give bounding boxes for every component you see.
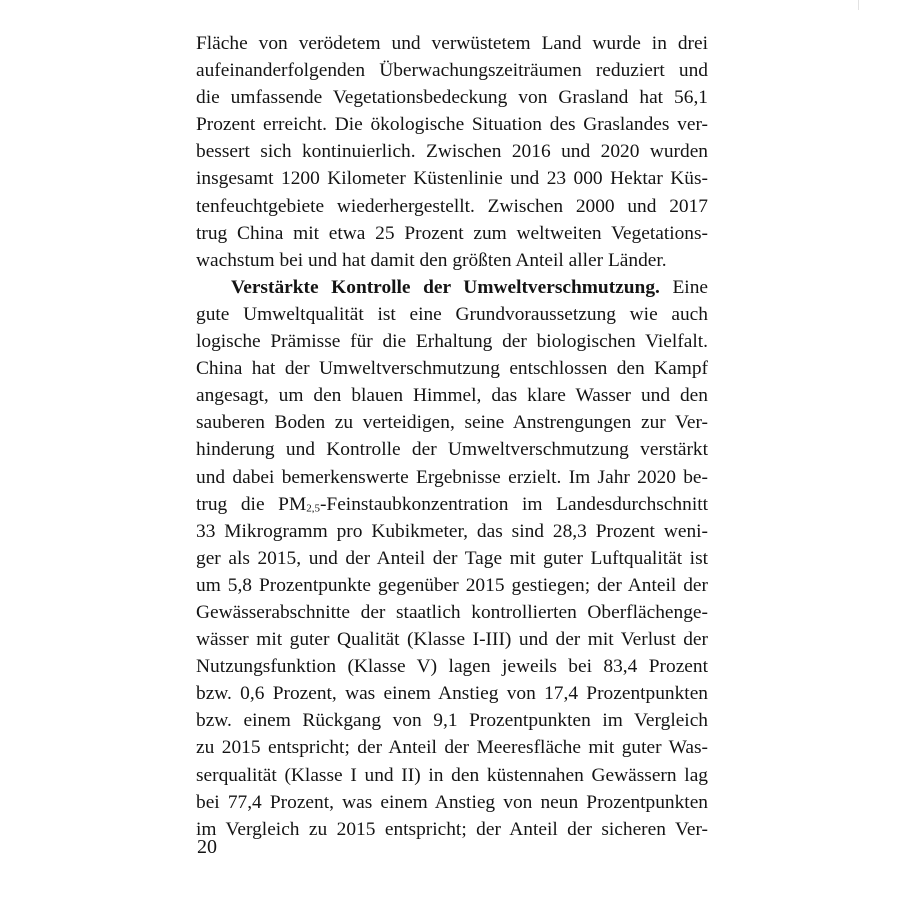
text-line: gute Umweltqualität ist eine Grundvoraussetzung wie auch	[196, 303, 708, 325]
text-line: angesagt, um den blauen Himmel, das klare Wasser und den	[196, 385, 708, 407]
text-line: bzw. 0,6 Prozent, was einem Anstieg von 17,4 Prozentpunkten	[196, 683, 708, 705]
text-line: China hat der Umweltverschmutzung entschlossen den Kampf	[196, 358, 708, 380]
page-number: 20	[197, 836, 217, 858]
text-line: 33 Mikrogramm pro Kubikmeter, das sind 28,3 Prozent weni-	[196, 520, 708, 542]
pm-line-before: trug die PM	[196, 493, 307, 515]
pm-subscript: 2,5	[306, 502, 320, 515]
text-line: logische Prämisse für die Erhaltung der biologischen Vielfalt.	[196, 331, 708, 353]
text-line: ger als 2015, und der Anteil der Tage mit guter Luftqualität ist	[196, 547, 708, 569]
page-edge-mark	[858, 0, 859, 10]
text-line: um 5,8 Prozentpunkte gegenüber 2015 gestiegen; der Anteil der	[196, 574, 708, 596]
text-line: und dabei bemerkenswerte Ergebnisse erzielt. Im Jahr 2020 be-	[196, 466, 708, 488]
pm-line-after: -Feinstaubkonzentration im Landesdurchschnitt	[319, 493, 708, 515]
text-line: Nutzungsfunktion (Klasse V) lagen jeweils bei 83,4 Prozent	[196, 656, 708, 678]
text-line: Fläche von verödetem und verwüstetem Land wurde in drei	[196, 33, 708, 54]
text-line: wachstum bei und hat damit den größten Anteil aller Länder.	[196, 249, 667, 271]
body-text	[196, 30, 708, 843]
text-line: Prozent erreicht. Die ökologische Situation des Graslandes ver-	[196, 114, 708, 136]
text-line: zu 2015 entspricht; der Anteil der Meeresfläche mit guter Was-	[196, 737, 708, 759]
text-line: tenfeuchtgebiete wiederhergestellt. Zwischen 2000 und 2017	[196, 195, 708, 217]
text-line: hinderung und Kontrolle der Umweltverschmutzung verstärkt	[196, 439, 708, 461]
text-line: bessert sich kontinuierlich. Zwischen 2016 und 2020 wurden	[196, 141, 708, 163]
pm-text-line	[196, 491, 708, 518]
heading-trailing-text: Eine	[659, 276, 708, 298]
paragraph-first-line	[196, 274, 708, 301]
text-line: bei 77,4 Prozent, was einem Anstieg von neun Prozentpunkten	[196, 791, 708, 813]
text-line: sauberen Boden zu verteidigen, seine Anstrengungen zur Ver-	[196, 412, 708, 434]
text-line: bzw. einem Rückgang von 9,1 Prozentpunkten im Vergleich	[196, 710, 708, 732]
text-line: insgesamt 1200 Kilometer Küstenlinie und 23 000 Hektar Küs-	[196, 168, 708, 190]
text-line: Gewässerabschnitte der staatlich kontrollierten Oberflächenge-	[196, 601, 708, 623]
text-line: trug China mit etwa 25 Prozent zum weltweiten Vegetations-	[196, 222, 708, 244]
text-line: im Vergleich zu 2015 entspricht; der Anteil der sicheren Ver-	[196, 818, 708, 840]
text-line: serqualität (Klasse I und II) in den küstennahen Gewässern lag	[196, 764, 708, 786]
text-line: wässer mit guter Qualität (Klasse I-III) und der mit Verlust der	[196, 629, 708, 651]
text-line: die umfassende Vegetationsbedeckung von Grasland hat 56,1	[196, 87, 708, 109]
section-heading: Verstärkte Kontrolle der Umweltverschmutzung.	[231, 276, 660, 298]
text-line: aufeinanderfolgenden Überwachungszeiträumen reduziert und	[196, 60, 708, 82]
